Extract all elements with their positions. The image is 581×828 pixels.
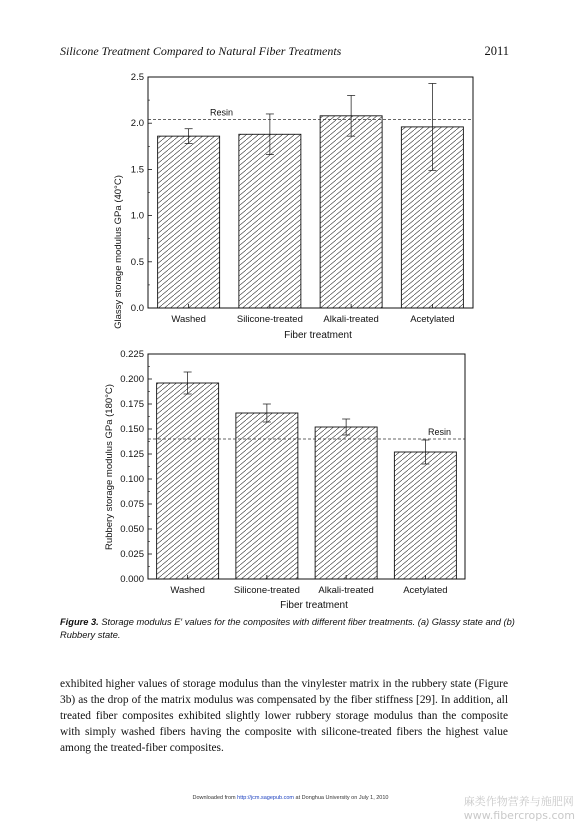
page-number: 2011 [484,44,509,58]
figure-label: Figure 3. [60,617,99,627]
y-tick-label: 0.025 [120,549,144,560]
y-tick-label: 2.5 [130,72,144,83]
y-tick-label: 0.100 [120,474,144,485]
watermark-line2: www.fibercrops.com [463,809,575,822]
y-tick-label: 0.125 [120,449,144,460]
bar-washed [158,136,220,308]
y-tick-label: 2.0 [130,118,144,130]
bar-alkali-treated [315,427,377,579]
x-tick-label: Silicone-treated [233,585,300,596]
x-tick-label: Acetylated [410,314,455,325]
footer-suffix: at Donghua University on July 1, 2010 [294,795,389,801]
y-tick-label: 0.0 [130,303,144,314]
chart-rubbery-modulus [0,345,581,615]
resin-label: Resin [428,427,452,437]
x-tick-label: Washed [171,314,206,325]
x-tick-label: Alkali-treated [318,585,374,596]
x-tick-label: Washed [170,585,205,596]
y-tick-label: 1.0 [130,210,144,222]
y-tick-label: 0.150 [120,424,144,435]
x-axis-title: Fiber treatment [280,600,348,611]
y-tick-label: 1.5 [130,164,144,176]
bar-acetylated [394,452,456,579]
watermark [464,795,575,823]
x-tick-label: Acetylated [403,585,448,596]
footer-prefix: Downloaded from [192,795,238,801]
footer-link[interactable]: http://jcm.sagepub.com [237,795,295,801]
chart-glassy-modulus [0,60,581,345]
bar-silicone-treated [239,134,301,308]
y-tick-label: 0.075 [120,499,144,510]
y-tick-label: 0.200 [120,374,144,385]
resin-label: Resin [210,107,234,118]
bar-washed [157,383,219,579]
bar-alkali-treated [320,116,382,308]
x-axis-title: Fiber treatment [284,330,352,341]
y-tick-label: 0.175 [120,399,144,410]
caption-text: Storage modulus E′ values for the composites with different fiber treatments. (a) Glassy state and (b) Rubbery state. [60,617,515,640]
y-tick-label: 0.000 [120,574,144,585]
bar-silicone-treated [236,413,298,579]
y-tick-label: 0.5 [130,256,144,268]
x-tick-label: Silicone-treated [236,314,303,325]
y-axis-title: Rubbery storage modulus GPa (180°C) [104,384,115,550]
y-axis-title: Glassy storage modulus GPa (40°C) [113,175,124,329]
body-paragraph: exhibited higher values of storage modulus than the vinylester matrix in the rubbery state (Figure 3b) as the drop of the matrix modulus was compensated by the fiber stiffness [29]. In addition, all treated fiber composites exhibited slightly lower rubbery storage modulus than the composite with simply washed fibers having the composite with silicone-treated fibers the highest value among the treated-fiber composites. [60,678,508,754]
running-title: Silicone Treatment Compared to Natural Fiber Treatments [60,44,342,58]
y-tick-label: 0.225 [120,349,144,360]
y-tick-label: 0.050 [120,524,144,535]
x-tick-label: Alkali-treated [323,314,379,325]
watermark-line1: 麻类作物营养与施肥网 [463,795,574,808]
figure-caption [60,616,515,642]
